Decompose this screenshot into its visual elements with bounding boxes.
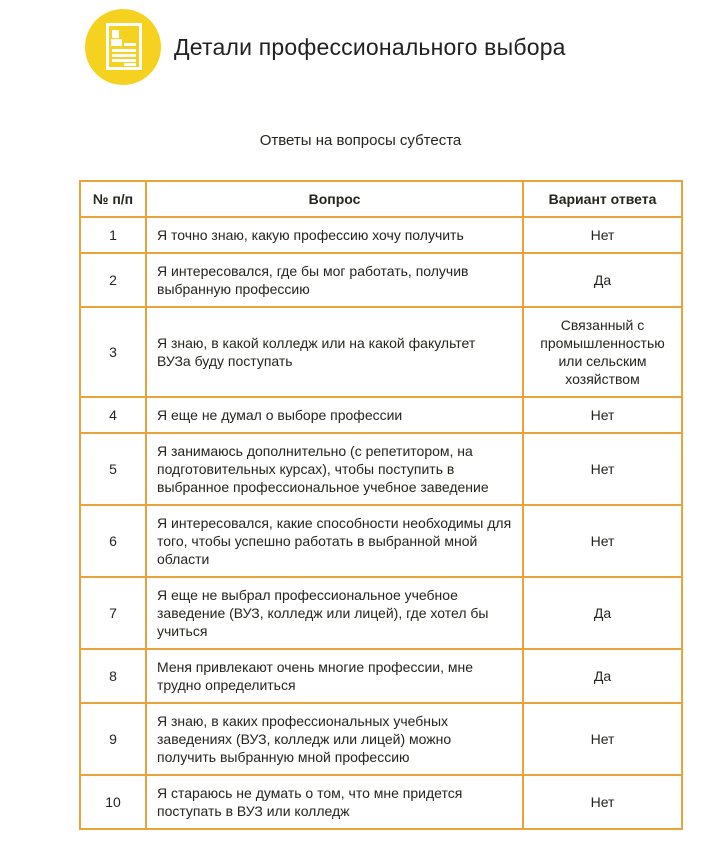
row-answer: Нет xyxy=(523,703,682,775)
row-number: 2 xyxy=(80,253,146,307)
column-header-number: № п/п xyxy=(80,181,146,217)
table-row xyxy=(80,703,682,775)
row-answer: Нет xyxy=(523,505,682,577)
table-row xyxy=(80,217,682,253)
row-question: Я занимаюсь дополнительно (с репетитором, на подготовительных курсах), чтобы поступить в выбранное профессиональное учебное заведение xyxy=(146,433,523,505)
table-row xyxy=(80,577,682,649)
row-number: 3 xyxy=(80,307,146,397)
row-question: Я знаю, в какой колледж или на какой факультет ВУЗа буду поступать xyxy=(146,307,523,397)
table-row xyxy=(80,253,682,307)
column-header-question: Вопрос xyxy=(146,181,523,217)
header-row xyxy=(80,181,682,217)
row-number: 6 xyxy=(80,505,146,577)
row-answer: Да xyxy=(523,253,682,307)
row-number: 8 xyxy=(80,649,146,703)
row-answer: Да xyxy=(523,649,682,703)
answers-table xyxy=(79,180,683,830)
table-row xyxy=(80,775,682,829)
row-number: 4 xyxy=(80,397,146,433)
row-number: 7 xyxy=(80,577,146,649)
table-subtitle: Ответы на вопросы субтеста xyxy=(259,132,462,149)
row-question: Я интересовался, где бы мог работать, получив выбранную профессию xyxy=(146,253,523,307)
row-answer: Да xyxy=(523,577,682,649)
row-number: 10 xyxy=(80,775,146,829)
table-row xyxy=(80,649,682,703)
row-answer: Нет xyxy=(523,217,682,253)
row-number: 5 xyxy=(80,433,146,505)
row-question: Я интересовался, какие способности необходимы для того, чтобы успешно работать в выбранной мной области xyxy=(146,505,523,577)
row-question: Меня привлекают очень многие профессии, мне трудно определиться xyxy=(146,649,523,703)
row-number: 1 xyxy=(80,217,146,253)
report-header xyxy=(0,0,721,86)
answers-table-body xyxy=(80,217,682,829)
row-answer: Нет xyxy=(523,775,682,829)
row-question: Я знаю, в каких профессиональных учебных заведениях (ВУЗ, колледж или лицей) можно получить выбранную мной профессию xyxy=(146,703,523,775)
row-number: 9 xyxy=(80,703,146,775)
document-profile-icon xyxy=(84,8,162,86)
table-row xyxy=(80,505,682,577)
table-row xyxy=(80,397,682,433)
column-header-answer: Вариант ответа xyxy=(523,181,682,217)
row-question: Я еще не выбрал профессиональное учебное заведение (ВУЗ, колледж или лицей), где хотел бы учиться xyxy=(146,577,523,649)
table-row xyxy=(80,307,682,397)
row-question: Я еще не думал о выборе профессии xyxy=(146,397,523,433)
row-answer: Нет xyxy=(523,433,682,505)
row-question: Я точно знаю, какую профессию хочу получить xyxy=(146,217,523,253)
answers-table-header xyxy=(80,181,682,217)
row-question: Я стараюсь не думать о том, что мне придется поступать в ВУЗ или колледж xyxy=(146,775,523,829)
row-answer: Нет xyxy=(523,397,682,433)
page-title: Детали профессионального выбора xyxy=(174,33,566,60)
table-row xyxy=(80,433,682,505)
row-answer: Связанный с промышленностью или сельским хозяйством xyxy=(523,307,682,397)
